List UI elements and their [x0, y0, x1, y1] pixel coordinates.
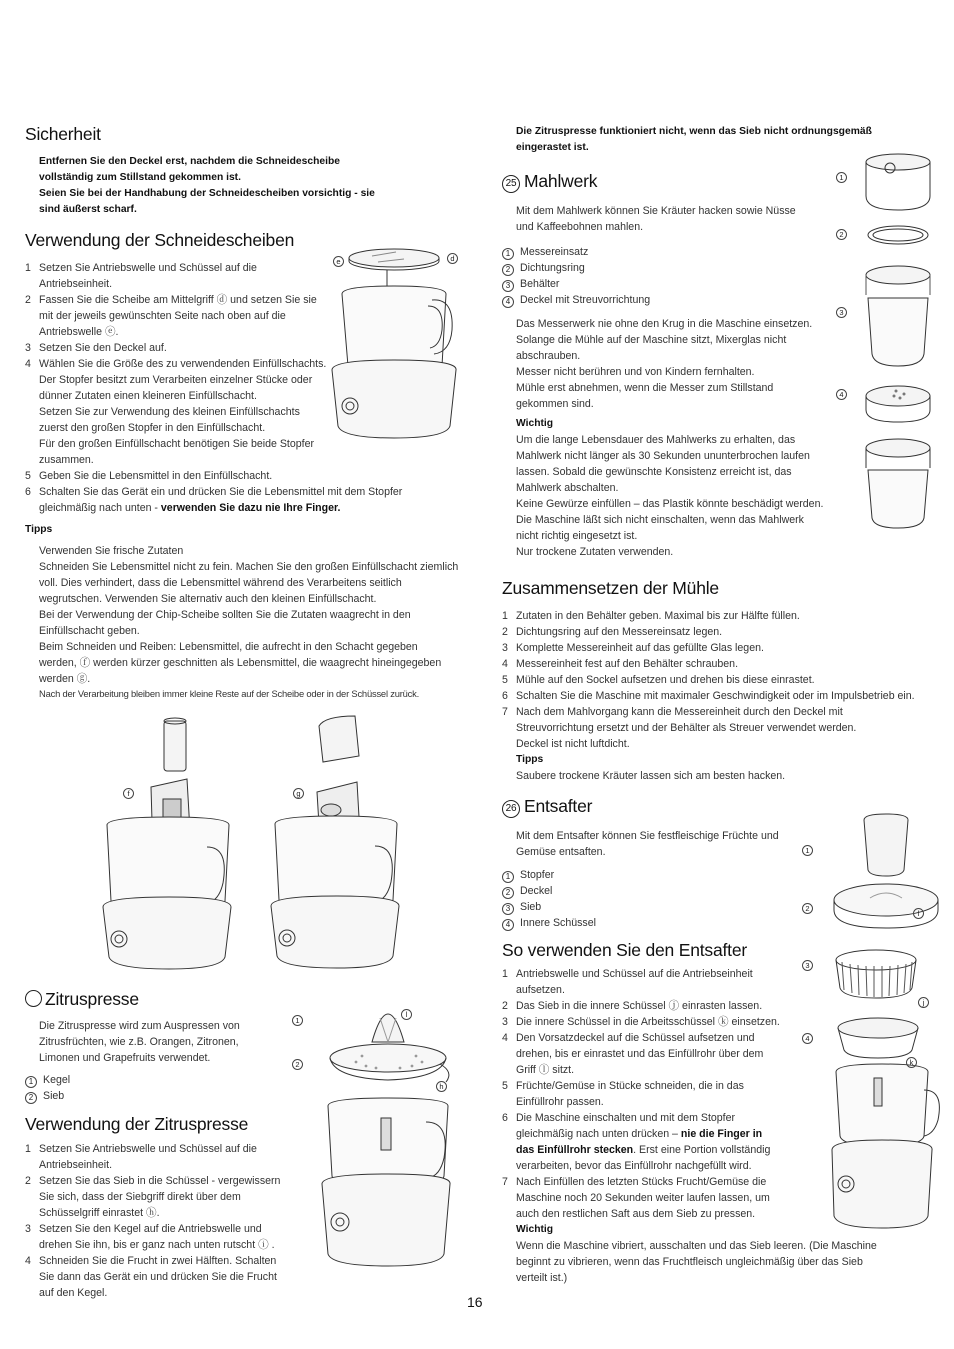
section-sicherheit	[25, 124, 485, 218]
step-line: 5 Geben Sie die Lebensmittel in den Einfüllschacht.	[25, 470, 273, 482]
text-line: Schneiden Sie Lebensmittel nicht zu fein. Machen Sie den großen Einfüllschacht ziemlich	[39, 561, 459, 573]
step-line: zusammen.	[39, 454, 94, 466]
muehle-tipps: Saubere trockene Kräuter lassen sich am besten hacken.	[516, 770, 786, 782]
text-line: Beim Schneiden und Reiben: Lebensmittel, die aufrecht in den Schacht gegeben	[39, 641, 418, 653]
part-item: 4 Innere Schüssel	[502, 915, 832, 931]
label-juicer-j: j	[918, 997, 929, 1008]
part-item: 3 Behälter	[502, 276, 847, 292]
text-line: voll. Dies verhindert, dass die Lebensmittel während des Verarbeitens seitlich	[39, 577, 402, 589]
entsafter-step6-cont: gleichmäßig nach unten drücken – nie die Finger in das Einfüllrohr stecken. Erst eine Portion vollständig verarbeiten, bevor das Einfüllrohr nachgefüllt wird.	[516, 1128, 771, 1172]
step-line: 3 Setzen Sie den Kegel auf die Antriebswelle und	[25, 1223, 262, 1235]
tipps-lines	[39, 543, 479, 687]
wichtig-label: Wichtig	[516, 418, 554, 429]
section-muehle	[502, 578, 942, 784]
step-line: 6 Die Maschine einschalten und mit dem Stopfer	[502, 1112, 736, 1124]
heading-entsafter-use: So verwenden Sie den Entsafter	[502, 940, 747, 960]
part-number-badge: 3	[502, 280, 514, 292]
tipps-label: Tipps	[25, 524, 53, 535]
zitrus-parts-list	[25, 1072, 285, 1104]
part-number-badge: 2	[25, 1092, 37, 1104]
text-line: Einfüllschacht geben.	[39, 625, 140, 637]
schneidescheiben-last-line: gleichmäßig nach unten - verwenden Sie dazu nie Ihre Finger.	[39, 502, 341, 514]
text-line: Messer nicht berühren und von Kindern fernhalten.	[516, 366, 755, 378]
step-line: 1 Zutaten in den Behälter geben. Maximal bis zur Hälfte füllen.	[502, 610, 800, 622]
entsafter-wichtig-label: Wichtig	[516, 1224, 554, 1235]
heading-mahlwerk: 25 Mahlwerk	[502, 171, 847, 193]
text-line: Mahlwerk nicht länger als 30 Sekunden ununterbrochen laufen	[516, 450, 810, 462]
entsafter-intro: Mit dem Entsafter können Sie festfleischige Früchte und Gemüse entsaften.	[516, 830, 779, 858]
step-line: mit der jeweils gewünschten Seite nach oben auf die	[39, 310, 286, 322]
part-item: 4 Deckel mit Streuvorrichtung	[502, 292, 847, 308]
step-line: Antriebseinheit.	[39, 1159, 113, 1171]
label-juicer-k: k	[906, 1057, 917, 1068]
label-sieve: 2	[292, 1059, 303, 1070]
step-line: Schüsselgriff einrastet ⓗ.	[39, 1207, 160, 1219]
entsafter-step7: 7 Nach Einfüllen des letzten Stücks Frucht/Gemüse die Maschine noch 20 Sekunden weiter laufen lassen, um auch den restlichen Saft aus dem Sieb zu pressen.	[502, 1176, 770, 1220]
zitrus-intro: Die Zitruspresse wird zum Auspressen von Zitrusfrüchten, wie z.B. Orangen, Zitronen, Limonen und Grapefruits verwendet.	[39, 1020, 240, 1064]
section-entsafter	[502, 796, 832, 931]
text-line: Die Maschine läßt sich nicht einschalten, wenn das Mahlwerk	[516, 514, 804, 526]
text-line: lassen. Sobald die gewünschte Konsistenz erreicht ist, das	[516, 466, 792, 478]
mahlwerk-parts-list	[502, 244, 847, 308]
part-item: 2 Deckel	[502, 883, 832, 899]
label-l: l	[401, 1009, 412, 1020]
step-line: Antriebswelle ⓔ.	[39, 326, 119, 338]
step-line: auf den Kegel.	[39, 1287, 108, 1299]
text-line: Nur trockene Zutaten verwenden.	[516, 546, 674, 558]
label-juicer-2: 2	[802, 903, 813, 914]
mahlwerk-notes	[502, 316, 847, 412]
mill-parts-illustration	[858, 148, 938, 530]
step-line: 4 Wählen Sie die Größe des zu verwendenden Einfüllschachts.	[25, 358, 327, 370]
section-mahlwerk	[502, 171, 847, 560]
label-f: f	[123, 788, 134, 799]
section-number-badge: 25	[502, 175, 520, 193]
tipps-block	[39, 543, 479, 701]
step-line: 4 Messereinheit fest auf den Behälter schrauben.	[502, 658, 739, 670]
muehle-steps	[502, 608, 942, 752]
label-e: e	[333, 256, 344, 267]
step-line: Griff ⓛ sitzt.	[516, 1064, 575, 1076]
step-line: aufsetzen.	[516, 984, 565, 996]
part-number-badge: 1	[502, 871, 514, 883]
text-line: Keine Gewürze einfüllen – das Plastik könnte beschädigt werden.	[516, 498, 824, 510]
step-line: 6 Schalten Sie die Maschine mit maximaler Geschwindigkeit oder im Impulsbetrieb ein.	[502, 690, 915, 702]
step-line: Setzen Sie zur Verwendung des kleinen Einfüllschachts	[39, 406, 300, 418]
step-line: Deckel ist nicht luftdicht.	[516, 738, 630, 750]
step-line: dünner Zutaten einen kleineren Einfüllschacht.	[39, 390, 257, 402]
label-cone: 1	[292, 1015, 303, 1026]
step-line: 4 Schneiden Sie die Frucht in zwei Hälften. Schalten	[25, 1255, 277, 1267]
label-juicer-l: l	[913, 908, 924, 919]
step-line: 2 Setzen Sie das Sieb in die Schüssel - vergewissern	[25, 1175, 281, 1187]
step-line: 4 Den Vorsatzdeckel auf die Schüssel aufsetzen und	[502, 1032, 755, 1044]
step-line: zuerst den großen Stopfer in den Einfüllschacht.	[39, 422, 266, 434]
part-number-badge: 2	[502, 887, 514, 899]
part-number-badge: 2	[502, 264, 514, 276]
label-juicer-4: 4	[802, 1033, 813, 1044]
step-line: Antriebseinheit.	[39, 278, 113, 290]
step-line: 1 Setzen Sie Antriebswelle und Schüssel auf die	[25, 262, 257, 274]
step-line: 1 Antriebswelle und Schüssel auf die Antriebseinheit	[502, 968, 753, 980]
step-line: 5 Früchte/Gemüse in Stücke schneiden, die in das	[502, 1080, 744, 1092]
text-line: Mühle erst abnehmen, wenn die Messer zum Stillstand	[516, 382, 774, 394]
part-item: 1 Messereinsatz	[502, 244, 847, 260]
step-line: Streuvorrichtung ersetzt und der Behälter als Streuer verwendet werden.	[516, 722, 857, 734]
part-item: 2 Dichtungsring	[502, 260, 847, 276]
heading-sicherheit: Sicherheit	[25, 124, 101, 144]
step-line: 3 Setzen Sie den Deckel auf.	[25, 342, 167, 354]
text-line: gekommen sind.	[516, 398, 594, 410]
step-line: 3 Komplette Messereinheit auf das gefüllte Glas legen.	[502, 642, 764, 654]
text-line: wegrutschen. Verwenden Sie alternativ auch den kleinen Einfüllschacht.	[39, 593, 377, 605]
heading-schneidescheiben: Verwendung der Schneidescheiben	[25, 230, 295, 250]
part-item: 2 Sieb	[25, 1088, 285, 1104]
step-line: 2 Dichtungsring auf den Messereinsatz legen.	[502, 626, 723, 638]
mahlwerk-wichtig	[502, 432, 847, 560]
citrus-press-illustration	[316, 1006, 456, 1291]
text-line: Um die lange Lebensdauer des Mahlwerks zu erhalten, das	[516, 434, 796, 446]
entsafter-parts-list	[502, 867, 832, 931]
heading-zitrus-use: Verwendung der Zitruspresse	[25, 1114, 249, 1134]
section-number-circle-icon	[25, 990, 42, 1007]
section-zitruspresse	[25, 989, 285, 1104]
entsafter-wichtig: Wenn die Maschine vibriert, ausschalten und das Sieb leeren. (Die Maschine beginnt zu vibrieren, wenn das Fruchtfleisch ungleichmäßig über das Sieb verteilt ist.)	[516, 1240, 877, 1284]
step-line: 7 Nach dem Mahlvorgang kann die Messereinheit durch den Deckel mit	[502, 706, 843, 718]
label-mill-1: 1	[836, 172, 847, 183]
label-juicer-1: 1	[802, 845, 813, 856]
safety-warning: Entfernen Sie den Deckel erst, nachdem die Schneidescheibe vollständig zum Stillstand gekommen ist. Seien Sie bei der Handhabung der Schneidescheiben vorsichtig - sie sind äußerst scharf.	[39, 156, 375, 215]
label-d: d	[447, 253, 458, 264]
tipps-small-note: Nach der Verarbeitung bleiben immer kleine Reste auf der Scheibe oder in der Schüssel zurück.	[39, 688, 420, 699]
food-processor-horizontal-illustration	[267, 712, 402, 979]
label-mill-4: 4	[836, 389, 847, 400]
section-zitrus-use	[25, 1114, 295, 1301]
label-h: h	[436, 1081, 447, 1092]
step-line: Sie dann das Gerät ein und drücken Sie die Frucht	[39, 1271, 277, 1283]
part-item: 3 Sieb	[502, 899, 832, 915]
food-processor-disc-illustration	[328, 240, 463, 455]
juicer-illustration	[826, 812, 944, 1312]
heading-entsafter: 26 Entsafter	[502, 796, 832, 818]
page-number: 16	[467, 1294, 483, 1310]
label-mill-3: 3	[836, 307, 847, 318]
text-line: Mahlwerk abschalten.	[516, 482, 619, 494]
step-line: 1 Setzen Sie Antriebswelle und Schüssel auf die	[25, 1143, 257, 1155]
heading-zitruspresse: Zitruspresse	[25, 989, 285, 1009]
heading-muehle: Zusammensetzen der Mühle	[502, 578, 719, 598]
entsafter-use-steps	[502, 966, 802, 1126]
text-line: Verwenden Sie frische Zutaten	[39, 545, 184, 557]
part-number-badge: 1	[25, 1076, 37, 1088]
section-number-badge: 26	[502, 800, 520, 818]
part-number-badge: 1	[502, 248, 514, 260]
label-mill-2: 2	[836, 229, 847, 240]
text-line: Solange die Mühle auf der Maschine sitzt, Mixerglas nicht	[516, 334, 787, 346]
step-line: 2 Fassen Sie die Scheibe am Mittelgriff ⓓ und setzen Sie sie	[25, 294, 317, 306]
part-number-badge: 4	[502, 296, 514, 308]
part-number-badge: 4	[502, 919, 514, 931]
step-line: 3 Die innere Schüssel in die Arbeitsschüssel ⓚ einsetzen.	[502, 1016, 780, 1028]
step-line: 5 Mühle auf den Sockel aufsetzen und drehen bis diese einrastet.	[502, 674, 815, 686]
text-line: werden ⓖ.	[39, 673, 91, 685]
step-line: drehen Sie ihn, bis er ganz nach unten rutscht ⓘ .	[39, 1239, 275, 1251]
step-line: Für den großen Einfüllschacht benötigen Sie beide Stopfer	[39, 438, 315, 450]
text-line: Bei der Verwendung der Chip-Scheibe sollten Sie die Zutaten waagrecht in den	[39, 609, 411, 621]
label-g: g	[293, 788, 304, 799]
step-line: Der Stopfer besitzt zum Verarbeiten einzelner Stücke oder	[39, 374, 313, 386]
step-line: Sie sich, dass der Siebgriff direkt über dem	[39, 1191, 241, 1203]
step-line: drehen, bis er einrastet und das Einfüllrohr über dem	[516, 1048, 764, 1060]
text-line: Das Messerwerk nie ohne den Krug in die Maschine einsetzen.	[516, 318, 813, 330]
step-line: Einfüllrohr passen.	[516, 1096, 604, 1108]
label-juicer-3: 3	[802, 960, 813, 971]
part-item: 1 Kegel	[25, 1072, 285, 1088]
part-item: 1 Stopfer	[502, 867, 832, 883]
step-line: 6 Schalten Sie das Gerät ein und drücken Sie die Lebensmittel mit dem Stopfer	[25, 486, 403, 498]
mahlwerk-intro: Mit dem Mahlwerk können Sie Kräuter hacken sowie Nüsse und Kaffeebohnen mahlen.	[516, 205, 796, 233]
step-line: 2 Das Sieb in die innere Schüssel ⓙ einrasten lassen.	[502, 1000, 763, 1012]
food-processor-upright-illustration	[97, 717, 232, 979]
text-line: abschrauben.	[516, 350, 581, 362]
muehle-tipps-label: Tipps	[516, 754, 544, 765]
text-line: nicht richtig eingesetzt ist.	[516, 530, 638, 542]
zitrus-note: Die Zitruspresse funktioniert nicht, wenn das Sieb nicht ordnungsgemäß eingerastet ist.	[516, 126, 872, 153]
zitrus-use-steps	[25, 1141, 295, 1301]
part-number-badge: 3	[502, 903, 514, 915]
text-line: werden, ⓕ werden kürzer geschnitten als Lebensmittel, die waagrecht hineingegeben	[39, 657, 442, 669]
